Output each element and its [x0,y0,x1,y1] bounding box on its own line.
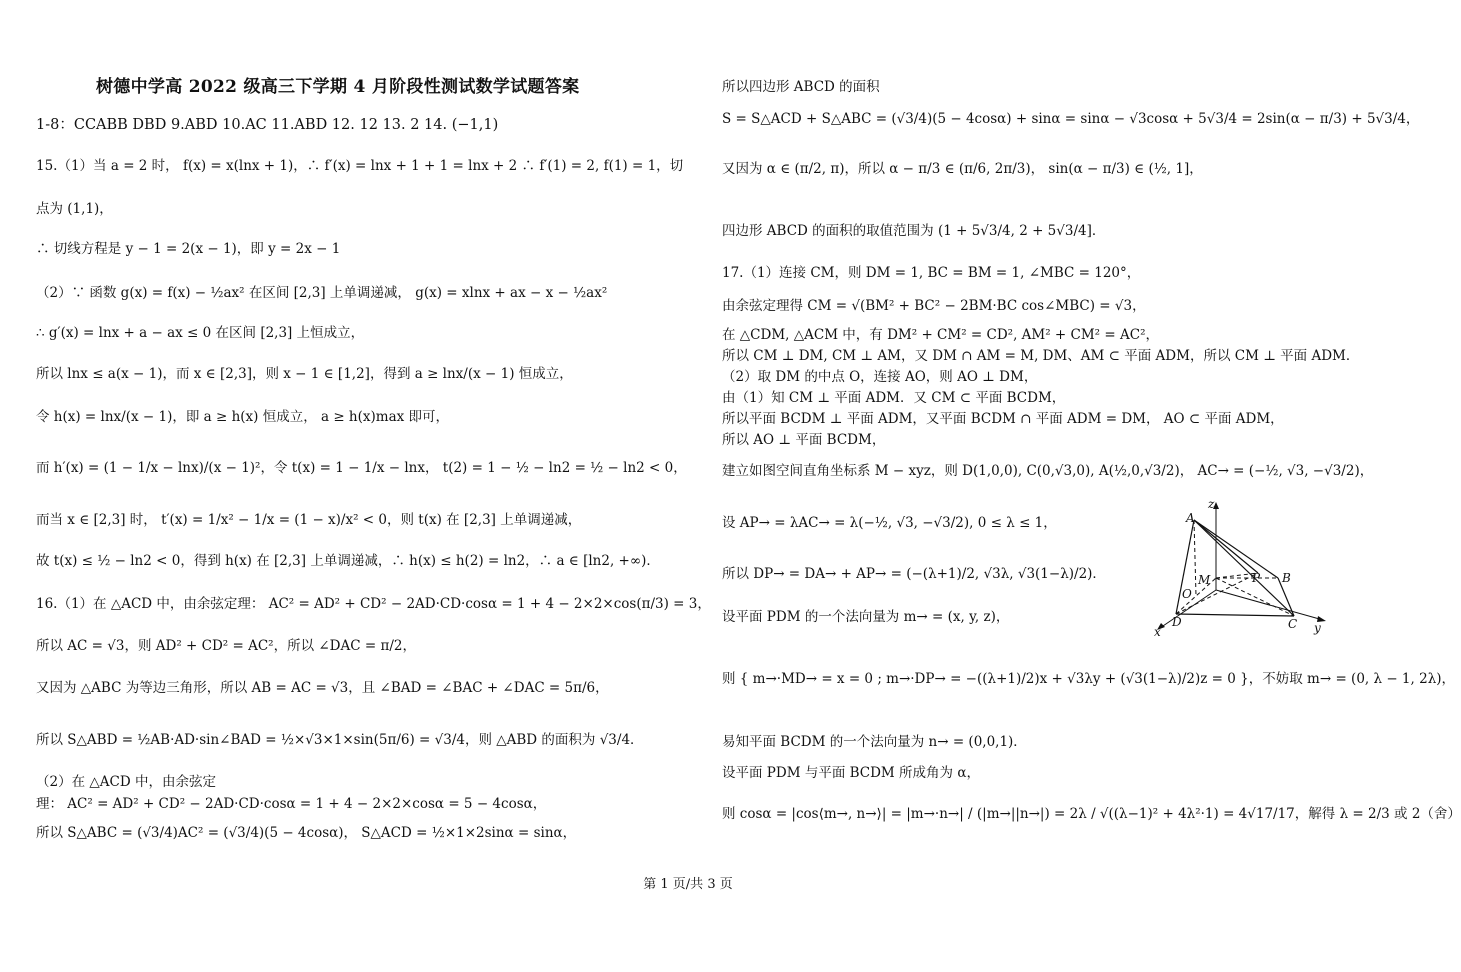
problem-16-part2: （2）在 △ACD 中，由余弦定 [36,774,216,790]
quad-area-formula: S = S△ACD + S△ABC = (√3/4)(5 − 4cosα) + sinα = sinα − √3cosα + 5√3/4 = 2sin(α − π/3) + 5√3/4， [722,111,1420,127]
label-c: C [1288,617,1298,631]
alpha-range: 又因为 α ∈ (π/2, π)，所以 α − π/3 ∈ (π/6, 2π/3)， sin(α − π/3) ∈ (½, 1]， [722,161,1203,177]
choice-answers: 1-8：CCABB DBD 9.ABD 10.AC 11.ABD 12. 12 13. 2 14. (−1,1) [36,117,499,133]
dp-vector: 所以 DP→ = DA→ + AP→ = (−(λ+1)/2, √3λ, √3(1−λ)/2)． [722,566,1106,582]
label-a: A [1186,511,1195,525]
cm-perpendicular: 所以 CM ⊥ DM, CM ⊥ AM，又 DM ∩ AM = M, DM、AM ⊂ 平面 ADM，所以 CM ⊥ 平面 ADM． [722,348,1360,364]
t-derivative: 而当 x ∈ [2,3] 时， t′(x) = 1/x² − 1/x = (1 − x)/x² < 0，则 t(x) 在 [2,3] 上单调递减， [36,512,582,528]
cos-solution: 则 cosα = |cos⟨m→, n→⟩| = |m→·n→| / (|m→||n→|) = 2λ / √((λ−1)² + 4λ²·1) = 4√17/17，解得 λ = 2/3 或 2（舍） [722,806,1461,822]
problem-17-part2: （2）取 DM 的中点 O，连接 AO，则 AO ⊥ DM， [722,369,1038,385]
quad-area-heading: 所以四边形 ABCD 的面积 [722,79,880,95]
label-b: B [1282,571,1291,585]
area-abd: 所以 S△ABD = ½AB·AD·sin∠BAD = ½×√3×1×sin(5π/6) = √3/4，则 △ABD 的面积为 √3/4． [36,732,644,748]
angle-definition: 设平面 PDM 与平面 BCDM 所成角为 α， [722,765,980,781]
coordinate-system: 建立如图空间直角坐标系 M − xyz，则 D(1,0,0), C(0,√3,0), A(½,0,√3/2)， AC→ = (−½, √3, −√3/2)， [722,463,1374,479]
ao-perpendicular: 所以 AO ⊥ 平面 BCDM， [722,432,886,448]
angle-dac: 所以 AC = √3，则 AD² + CD² = AC²，所以 ∠DAC = π/2， [36,638,416,654]
problem-15-part1: 15.（1）当 a = 2 时， f(x) = x(lnx + 1)，∴ f′(x) = lnx + 1 + 1 = lnx + 2 ∴ f′(1) = 2, f(1) = 1，切 [36,158,684,174]
label-z: z [1208,497,1215,511]
define-h: 令 h(x) = lnx/(x − 1)，即 a ≥ h(x) 恒成立， a ≥ h(x)max 即可， [36,409,450,425]
pythagoras-check: 在 △CDM, △ACM 中，有 DM² + CM² = CD², AM² + CM² = AC²， [722,327,1159,343]
inequality-transform: 所以 lnx ≤ a(x − 1)，而 x ∈ [2,3]，则 x − 1 ∈ [1,2]，得到 a ≥ lnx/(x − 1) 恒成立， [36,366,573,382]
problem-15-part2: （2）∵ 函数 g(x) = f(x) − ½ax² 在区间 [2,3] 上单调递减， g(x) = xlnx + ax − x − ½ax² [36,285,608,301]
h-derivative: 而 h′(x) = (1 − 1/x − lnx)/(x − 1)²，令 t(x) = 1 − 1/x − lnx， t(2) = 1 − ½ − ln2 = ½ − ln2 < 0， [36,460,687,476]
label-y: y [1314,621,1321,635]
label-x: x [1154,625,1161,639]
problem-15-conclusion: 故 t(x) ≤ ½ − ln2 < 0，得到 h(x) 在 [2,3] 上单调递减，∴ h(x) ≤ h(2) = ln2，∴ a ∈ [ln2, +∞)． [36,553,660,569]
planes-perpendicular: 所以平面 BCDM ⊥ 平面 ADM，又平面 BCDM ∩ 平面 ADM = DM， AO ⊂ 平面 ADM， [722,411,1284,427]
angle-bad: 又因为 △ABC 为等边三角形，所以 AB = AC = √3，且 ∠BAD = ∠BAC + ∠DAC = 5π/6， [36,680,609,696]
ap-vector: 设 AP→ = λAC→ = λ(−½, √3, −√3/2), 0 ≤ λ ≤ 1， [722,515,1057,531]
area-range: 四边形 ABCD 的面积的取值范围为 (1 + 5√3/4, 2 + 5√3/4]． [722,223,1106,239]
derivative-condition: ∴ g′(x) = lnx + a − ax ≤ 0 在区间 [2,3] 上恒成立， [36,325,365,341]
problem-16-part1: 16.（1）在 △ACD 中，由余弦定理： AC² = AD² + CD² − 2AD·CD·cosα = 1 + 4 − 2×2×cos(π/3) = 3， [36,596,711,612]
solid-geometry-figure [1148,498,1328,638]
cm-length: 由余弦定理得 CM = √(BM² + BC² − 2BM·BC cos∠MBC) = √3， [722,298,1146,314]
tangent-line-equation: ∴ 切线方程是 y − 1 = 2(x − 1)，即 y = 2x − 1 [36,241,341,257]
normal-vector-m: 设平面 PDM 的一个法向量为 m→ = (x, y, z)， [722,609,1010,625]
label-o: O [1182,587,1192,601]
label-p: P [1252,571,1261,585]
cosine-law-ac: 理： AC² = AD² + CD² − 2AD·CD·cosα = 1 + 4 − 2×2×cosα = 5 − 4cosα， [36,796,547,812]
page-title: 树德中学高 2022 级高三下学期 4 月阶段性测试数学试题答案 [96,77,580,97]
cm-in-plane: 由（1）知 CM ⊥ 平面 ADM．又 CM ⊂ 平面 BCDM， [722,390,1066,406]
label-m: M [1198,573,1211,587]
problem-17-part1: 17.（1）连接 CM，则 DM = 1, BC = BM = 1, ∠MBC = 120°， [722,265,1141,281]
tangent-point: 点为 (1,1)， [36,201,113,217]
page-footer: 第 1 页/共 3 页 [643,877,733,892]
normal-vector-n: 易知平面 BCDM 的一个法向量为 n→ = (0,0,1)． [722,734,1027,750]
normal-system: 则 { m→·MD→ = x = 0 ; m→·DP→ = −((λ+1)/2)x + √3λy + (√3(1−λ)/2)z = 0 }，不妨取 m→ = (0, λ − 1, 2λ)， [722,671,1456,687]
triangle-areas: 所以 S△ABC = (√3/4)AC² = (√3/4)(5 − 4cosα)， S△ACD = ½×1×2sinα = sinα， [36,825,577,841]
label-d: D [1172,615,1182,629]
